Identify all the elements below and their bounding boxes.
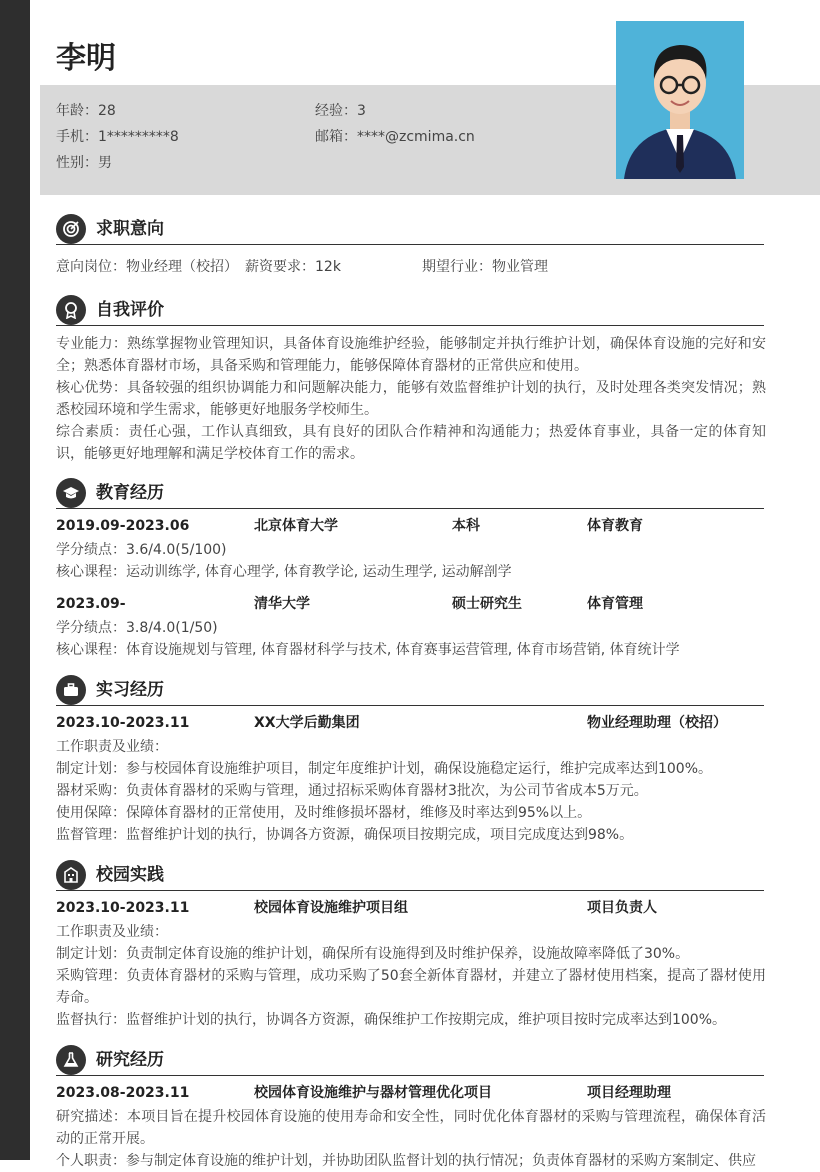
section-title: 实习经历 (96, 680, 164, 700)
candidate-name: 李明 (56, 41, 116, 76)
flask-icon (56, 1045, 86, 1075)
email-info: 邮箱：****@zcmima.cn (315, 129, 475, 145)
briefcase-icon (56, 675, 86, 705)
phone-info: 手机：1*********8 (56, 129, 179, 145)
internship-line: 使用保障：保障体育器材的正常使用，及时维修损坏器材，维修及时率达到95%以上。 (56, 805, 592, 821)
internship-org: XX大学后勤集团 (254, 715, 360, 731)
experience-info: 经验：3 (315, 103, 366, 119)
campus-org: 校园体育设施维护项目组 (254, 900, 408, 916)
section-research (56, 1045, 764, 1076)
education-date: 2019.09-2023.06 (56, 518, 190, 534)
research-date: 2023.08-2023.11 (56, 1085, 190, 1101)
building-icon (56, 860, 86, 890)
left-sidebar-bar (0, 0, 30, 1160)
campus-role: 项目负责人 (587, 900, 657, 916)
campus-line: 制定计划：负责制定体育设施的维护计划，确保所有设施得到及时维护保养，设施故障率降低了30%。 (56, 946, 690, 962)
education-courses: 核心课程：运动训练学, 体育心理学, 体育教学论, 运动生理学, 运动解剖学 (56, 564, 512, 580)
education-major: 体育管理 (587, 596, 643, 612)
research-project: 校园体育设施维护与器材管理优化项目 (254, 1085, 492, 1101)
internship-line: 工作职责及业绩： (56, 739, 168, 755)
profile-photo (616, 21, 744, 179)
section-education (56, 478, 764, 509)
section-job-intention (56, 214, 764, 245)
education-school: 北京体育大学 (254, 518, 338, 534)
education-gpa: 学分绩点：3.8/4.0(1/50) (56, 620, 218, 636)
internship-role: 物业经理助理（校招） (587, 715, 727, 731)
education-entry-header (56, 593, 766, 615)
section-title: 教育经历 (96, 483, 164, 503)
campus-line: 监督执行：监督维护计划的执行，协调各方资源，确保维护工作按期完成，维护项目按时完成率达到100%。 (56, 1012, 727, 1028)
campus-paragraph: 采购管理：负责体育器材的采购与管理，成功采购了50套全新体育器材，并建立了器材使用档案，提高了器材使用寿命。 (56, 968, 766, 1006)
section-self-evaluation (56, 295, 764, 326)
education-degree: 硕士研究生 (452, 596, 522, 612)
internship-header (56, 712, 766, 734)
education-courses: 核心课程：体育设施规划与管理, 体育器材科学与技术, 体育赛事运营管理, 体育市场营销, 体育统计学 (56, 642, 680, 658)
intention-position: 意向岗位：物业经理（校招） (56, 259, 238, 275)
education-date: 2023.09- (56, 596, 126, 612)
research-header (56, 1082, 766, 1104)
graduation-cap-icon (56, 478, 86, 508)
evaluation-paragraph: 综合素质：责任心强，工作认真细致，具有良好的团队合作精神和沟通能力；热爱体育事业，具备一定的体育知识，能够更好地理解和满足学校体育工作的需求。 (56, 424, 766, 462)
medal-icon (56, 295, 86, 325)
internship-date: 2023.10-2023.11 (56, 715, 190, 731)
section-internship (56, 675, 764, 706)
internship-line: 监督管理：监督维护计划的执行，协调各方资源，确保项目按期完成，项目完成度达到98%。 (56, 827, 634, 843)
education-school: 清华大学 (254, 596, 310, 612)
internship-line: 器材采购：负责体育器材的采购与管理，通过招标采购体育器材3批次，为公司节省成本5万元。 (56, 783, 648, 799)
campus-header (56, 897, 766, 919)
intention-industry: 期望行业：物业管理 (422, 259, 548, 275)
section-campus-practice (56, 860, 764, 891)
age-info: 年龄：28 (56, 103, 116, 119)
intention-salary: 薪资要求：12k (245, 259, 341, 275)
campus-line: 工作职责及业绩： (56, 924, 168, 940)
research-role: 项目经理助理 (587, 1085, 671, 1101)
education-major: 体育教育 (587, 518, 643, 534)
gender-info: 性别：男 (56, 155, 112, 171)
section-title: 求职意向 (96, 219, 164, 239)
evaluation-paragraph: 核心优势：具备较强的组织协调能力和问题解决能力，能够有效监督维护计划的执行，及时处理各类突发情况；熟悉校园环境和学生需求，能够更好地服务学校师生。 (56, 380, 766, 418)
section-title: 自我评价 (96, 300, 164, 320)
education-gpa: 学分绩点：3.6/4.0(5/100) (56, 542, 227, 558)
target-icon (56, 214, 86, 244)
campus-date: 2023.10-2023.11 (56, 900, 190, 916)
section-title: 研究经历 (96, 1050, 164, 1070)
education-entry-header (56, 515, 766, 537)
research-duty: 个人职责：参与制定体育设施的维护计划，并协助团队监督计划的执行情况；负责体育器材的采购方案制定、供应 (56, 1153, 756, 1169)
internship-line: 制定计划：参与校园体育设施维护项目，制定年度维护计划，确保设施稳定运行，维护完成率达到100%。 (56, 761, 713, 777)
research-description: 研究描述：本项目旨在提升校园体育设施的使用寿命和安全性，同时优化体育器材的采购与管理流程，确保体育活动的正常开展。 (56, 1109, 766, 1147)
evaluation-paragraph: 专业能力：熟练掌握物业管理知识，具备体育设施维护经验，能够制定并执行维护计划，确保体育设施的完好和安全；熟悉体育器材市场，具备采购和管理能力，能够保障体育器材的正常供应和使用。 (56, 336, 766, 374)
education-degree: 本科 (452, 518, 480, 534)
section-title: 校园实践 (96, 865, 164, 885)
